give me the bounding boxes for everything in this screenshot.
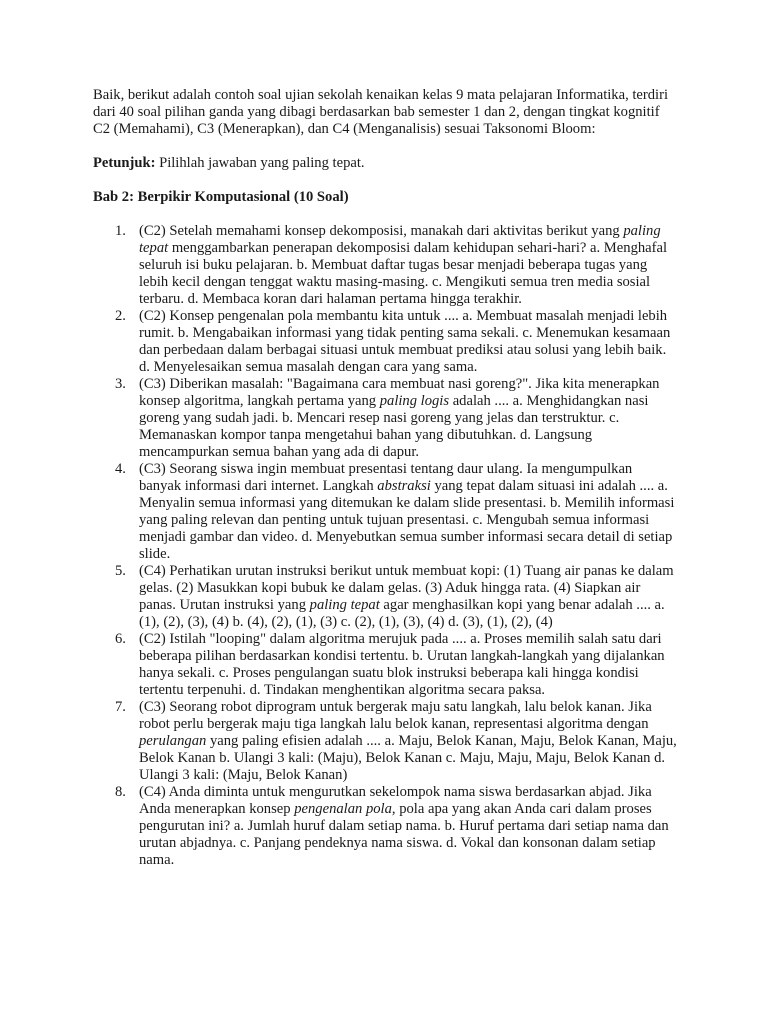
question-number: 3.	[115, 376, 126, 392]
question-item	[115, 699, 678, 784]
question-emphasis: paling tepat	[309, 597, 380, 613]
question-text: (C3) Seorang robot diprogram untuk bergerak maju satu langkah, lalu belok kanan. Jika robot perlu bergerak maju tiga langkah lalu belok kanan, representasi algoritma dengan	[139, 699, 652, 732]
question-text-cont: , pola apa yang akan Anda cari dalam proses pengurutan ini? a. Jumlah huruf dalam setiap nama. b. Huruf pertama dari setiap nama dan urutan abjadnya. c. Panjang pendeknya nama siswa. d. Vokal dan konsonan dalam setiap nama.	[139, 801, 669, 868]
instruction-text: Pilihlah jawaban yang paling tepat.	[155, 155, 365, 171]
question-emphasis: paling logis	[379, 393, 450, 409]
question-text-cont: adalah .... a. Menghidangkan nasi goreng yang sudah jadi. b. Mencari resep nasi goreng yang jelas dan terstruktur. c. Memanaskan kompor tanpa mengetahui bahan yang dibutuhkan. d. Langsung mencampurkan semua bahan yang ada di dapur.	[139, 393, 649, 460]
question-item	[115, 376, 678, 461]
instruction-paragraph	[93, 155, 678, 172]
question-item	[115, 223, 678, 308]
question-emphasis: paling tepat	[139, 223, 661, 256]
question-text: (C3) Seorang siswa ingin membuat presentasi tentang daur ulang. Ia mengumpulkan banyak informasi dari internet. Langkah	[139, 461, 633, 494]
question-text-cont: agar menghasilkan kopi yang benar adalah .... a. (1), (2), (3), (4) b. (4), (2), (1), (3) c. (2), (1), (3), (4) d. (3), (1), (2), (4)	[139, 597, 665, 630]
question-emphasis: abstraksi	[377, 478, 431, 494]
question-text: (C2) Konsep pengenalan pola membantu kita untuk .... a. Membuat masalah menjadi lebih rumit. b. Mengabaikan informasi yang tidak penting sama sekali. c. Menemukan kesamaan dan perbedaan dalam berbagai situasi untuk membuat prediksi atau solusi yang lebih baik. d. Menyelesaikan semua masalah dengan cara yang sama.	[139, 308, 671, 375]
question-text: (C2) Setelah memahami konsep dekomposisi, manakah dari aktivitas berikut yang	[139, 223, 624, 239]
question-text-cont: menggambarkan penerapan dekomposisi dalam kehidupan sehari-hari? a. Menghafal seluruh isi buku pelajaran. b. Membuat daftar tugas besar menjadi beberapa tugas yang lebih kecil dengan tenggat waktu masing-masing. c. Mengikuti semua tren media sosial terbaru. d. Membaca koran dari halaman pertama hingga terakhir.	[139, 240, 668, 307]
question-number: 5.	[115, 563, 126, 579]
question-text: (C3) Diberikan masalah: "Bagaimana cara membuat nasi goreng?". Jika kita menerapkan konsep algoritma, langkah pertama yang	[139, 376, 660, 409]
question-number: 2.	[115, 308, 126, 324]
question-text-cont: yang paling efisien adalah .... a. Maju, Belok Kanan, Maju, Belok Kanan, Maju, Belok Kanan b. Ulangi 3 kali: (Maju), Belok Kanan c. Maju, Maju, Maju, Belok Kanan d. Ulangi 3 kali: (Maju, Belok Kanan)	[139, 733, 677, 783]
question-number: 7.	[115, 699, 126, 715]
question-text-cont: yang tepat dalam situasi ini adalah .... a. Menyalin semua informasi yang ditemukan ke dalam slide presentasi. b. Memilih informasi yang paling relevan dan penting untuk tujuan presentasi. c. Mengubah semua informasi menjadi gambar dan video. d. Menyebutkan semua sumber informasi secara detail di setiap slide.	[139, 478, 675, 562]
question-text: (C4) Perhatikan urutan instruksi berikut untuk membuat kopi: (1) Tuang air panas ke dalam gelas. (2) Masukkan kopi bubuk ke dalam gelas. (3) Aduk hingga rata. (4) Siapkan air panas. Urutan instruksi yang	[139, 563, 674, 613]
question-text: (C2) Istilah "looping" dalam algoritma merujuk pada .... a. Proses memilih salah satu dari beberapa pilihan berdasarkan kondisi tertentu. b. Urutan langkah-langkah yang dijalankan hanya sekali. c. Proses pengulangan suatu blok instruksi beberapa kali hingga kondisi tertentu terpenuhi. d. Tindakan menghentikan algoritma secara paksa.	[139, 631, 665, 698]
intro-paragraph: Baik, berikut adalah contoh soal ujian sekolah kenaikan kelas 9 mata pelajaran Informatika, terdiri dari 40 soal pilihan ganda yang dibagi berdasarkan bab semester 1 dan 2, dengan tingkat kognitif C2 (Memahami), C3 (Menerapkan), dan C4 (Menganalisis) sesuai Taksonomi Bloom:	[93, 87, 669, 137]
question-item	[115, 631, 678, 699]
question-number: 1.	[115, 223, 126, 239]
question-emphasis: pengenalan pola	[294, 801, 392, 817]
question-text: (C4) Anda diminta untuk mengurutkan sekelompok nama siswa berdasarkan abjad. Jika Anda menerapkan konsep	[139, 784, 652, 817]
question-item	[115, 784, 678, 869]
question-item	[115, 563, 678, 631]
question-list	[93, 223, 678, 869]
question-number: 8.	[115, 784, 126, 800]
question-number: 4.	[115, 461, 126, 477]
section-title: Bab 2: Berpikir Komputasional (10 Soal)	[93, 189, 349, 205]
question-item	[115, 308, 678, 376]
question-item	[115, 461, 678, 563]
question-number: 6.	[115, 631, 126, 647]
instruction-label: Petunjuk:	[93, 155, 156, 171]
question-emphasis: perulangan	[139, 733, 207, 749]
